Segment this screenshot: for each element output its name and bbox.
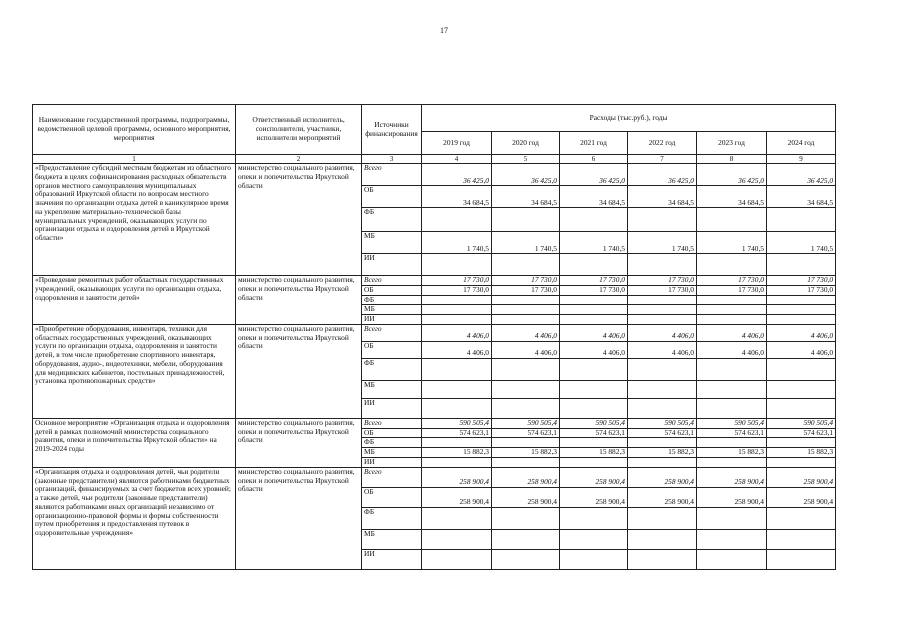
expense-value (697, 507, 767, 529)
expense-value (628, 549, 697, 569)
funding-source: ОБ (362, 487, 422, 507)
responsible-executor: министерство социального развития, опеки и попечительства Иркутской области (236, 418, 362, 467)
expense-value (767, 398, 836, 418)
expense-value: 590 505,4 (767, 418, 836, 428)
expense-value (560, 438, 628, 448)
expense-value (628, 529, 697, 549)
column-number: 5 (492, 155, 560, 164)
expense-value (628, 380, 697, 398)
expense-value: 574 623,1 (697, 428, 767, 438)
expense-value: 34 684,5 (628, 186, 697, 208)
expense-value (697, 208, 767, 232)
expense-value: 590 505,4 (422, 418, 492, 428)
expense-value (628, 295, 697, 305)
expense-value: 574 623,1 (628, 428, 697, 438)
expense-value (492, 507, 560, 529)
funding-source: ИИ (362, 315, 422, 325)
expense-value: 36 425,0 (560, 164, 628, 186)
expense-value: 4 406,0 (767, 324, 836, 341)
expense-value: 4 406,0 (492, 341, 560, 358)
expense-value: 590 505,4 (560, 418, 628, 428)
funding-source: ИИ (362, 254, 422, 276)
funding-source: ФБ (362, 208, 422, 232)
expense-value (422, 438, 492, 448)
responsible-executor: министерство социального развития, опеки и попечительства Иркутской области (236, 467, 362, 569)
expense-value: 15 882,3 (560, 448, 628, 458)
expense-value (628, 507, 697, 529)
expense-value (767, 295, 836, 305)
header-expenses: Расходы (тыс.руб.), годы (422, 105, 836, 132)
expense-value: 4 406,0 (767, 341, 836, 358)
expense-value (560, 305, 628, 315)
expense-value (492, 458, 560, 468)
expense-value (492, 438, 560, 448)
expense-value (628, 208, 697, 232)
expense-value: 34 684,5 (767, 186, 836, 208)
expense-value: 17 730,0 (560, 276, 628, 286)
expense-value (560, 295, 628, 305)
expense-value: 17 730,0 (767, 276, 836, 286)
expense-value: 4 406,0 (628, 341, 697, 358)
expense-value (628, 398, 697, 418)
expense-value: 17 730,0 (422, 276, 492, 286)
expense-value (422, 507, 492, 529)
measure-description: «Проведение ремонтных работ областных государственных учреждений, оказывающих услуги по организации отдыха, оздоровления и занятости детей» (33, 276, 236, 325)
header-year: 2020 год (492, 132, 560, 155)
expense-value (422, 529, 492, 549)
header-year: 2022 год (628, 132, 697, 155)
expense-value (767, 458, 836, 468)
expense-value: 36 425,0 (767, 164, 836, 186)
expense-value: 15 882,3 (492, 448, 560, 458)
expense-value (422, 295, 492, 305)
expense-value (492, 208, 560, 232)
column-number: 9 (767, 155, 836, 164)
table-row (33, 164, 836, 186)
expense-value (492, 549, 560, 569)
expense-value: 258 900,4 (492, 487, 560, 507)
expense-value: 1 740,5 (628, 232, 697, 254)
funding-source: ФБ (362, 507, 422, 529)
funding-source: ОБ (362, 428, 422, 438)
expense-value (628, 358, 697, 380)
expense-value (422, 458, 492, 468)
expense-value (767, 254, 836, 276)
expense-value: 17 730,0 (767, 285, 836, 295)
expense-value (560, 380, 628, 398)
column-number: 1 (33, 155, 236, 164)
funding-source: ИИ (362, 398, 422, 418)
expense-value: 1 740,5 (560, 232, 628, 254)
expense-value (422, 315, 492, 325)
funding-source: ОБ (362, 285, 422, 295)
expense-value (767, 358, 836, 380)
funding-source: МБ (362, 448, 422, 458)
expense-value (492, 398, 560, 418)
expense-value: 574 623,1 (422, 428, 492, 438)
expense-value: 590 505,4 (628, 418, 697, 428)
expense-value (697, 549, 767, 569)
expense-value: 574 623,1 (492, 428, 560, 438)
page-number: 17 (440, 26, 448, 35)
column-number: 7 (628, 155, 697, 164)
expense-value (422, 398, 492, 418)
expense-value (697, 295, 767, 305)
funding-source: МБ (362, 305, 422, 315)
expense-value (492, 529, 560, 549)
expense-value (767, 305, 836, 315)
expense-value (697, 315, 767, 325)
table-row (33, 467, 836, 487)
expense-value: 17 730,0 (628, 285, 697, 295)
measure-description: «Организация отдыха и оздоровления детей, чьи родители (законные представители) являются работниками бюджетных организаций, финансируемых за счет бюджетов всех уровней; а также детей, чьи родители (законные представители) являются работниками иных организаций независимо от организационно-правовой формы и формы собственности путем приобретения и предоставления путевок в оздоровительные учреждения» (33, 467, 236, 569)
expense-value: 258 900,4 (697, 487, 767, 507)
funding-source: Всего (362, 467, 422, 487)
expense-value: 1 740,5 (767, 232, 836, 254)
funding-source: ФБ (362, 438, 422, 448)
funding-source: ИИ (362, 549, 422, 569)
expense-value (697, 380, 767, 398)
expense-value: 36 425,0 (628, 164, 697, 186)
expense-value: 258 900,4 (697, 467, 767, 487)
expense-value (422, 208, 492, 232)
table-body (33, 164, 836, 570)
funding-source: ФБ (362, 358, 422, 380)
funding-source: Всего (362, 164, 422, 186)
expenditure-table (32, 104, 836, 570)
expense-value: 17 730,0 (697, 276, 767, 286)
expense-value: 34 684,5 (422, 186, 492, 208)
funding-source: Всего (362, 324, 422, 341)
expense-value (492, 380, 560, 398)
expense-value: 4 406,0 (492, 324, 560, 341)
expense-value: 34 684,5 (492, 186, 560, 208)
expense-value (560, 315, 628, 325)
column-number: 6 (560, 155, 628, 164)
expense-value (628, 254, 697, 276)
funding-source: ОБ (362, 186, 422, 208)
expense-value: 258 900,4 (560, 467, 628, 487)
responsible-executor: министерство социального развития, опеки и попечительства Иркутской области (236, 324, 362, 418)
expense-value (628, 438, 697, 448)
expense-value (767, 529, 836, 549)
table-row (33, 324, 836, 341)
expense-value: 1 740,5 (697, 232, 767, 254)
expense-value: 15 882,3 (628, 448, 697, 458)
expense-value: 17 730,0 (492, 285, 560, 295)
expense-value: 258 900,4 (767, 487, 836, 507)
expense-value (422, 254, 492, 276)
expense-value: 4 406,0 (697, 341, 767, 358)
expense-value (560, 507, 628, 529)
header-year: 2023 год (697, 132, 767, 155)
expense-value (767, 507, 836, 529)
expense-value (422, 305, 492, 315)
expense-value: 4 406,0 (697, 324, 767, 341)
expense-value (422, 380, 492, 398)
expense-value (560, 358, 628, 380)
column-number: 3 (362, 155, 422, 164)
expense-value (492, 358, 560, 380)
funding-source: ИИ (362, 458, 422, 468)
expense-value (560, 529, 628, 549)
expense-value (492, 295, 560, 305)
expense-value (560, 208, 628, 232)
expense-value: 34 684,5 (560, 186, 628, 208)
expense-value (767, 315, 836, 325)
expense-value (697, 305, 767, 315)
expense-value: 4 406,0 (422, 324, 492, 341)
expense-value (492, 315, 560, 325)
expense-value: 15 882,3 (697, 448, 767, 458)
expense-value: 36 425,0 (697, 164, 767, 186)
expense-value (767, 549, 836, 569)
expense-value (767, 208, 836, 232)
table-row (33, 276, 836, 286)
expense-value: 258 900,4 (560, 487, 628, 507)
measure-description: Основное мероприятие «Организация отдыха и оздоровления детей в рамках полномочий министерства социального развития, опеки и попечительства Иркутской области» на 2019-2024 годы (33, 418, 236, 467)
funding-source: Всего (362, 276, 422, 286)
expense-value: 17 730,0 (560, 285, 628, 295)
expense-value (422, 358, 492, 380)
header-funding-sources: Источники финансирования (362, 105, 422, 155)
expense-value: 258 900,4 (767, 467, 836, 487)
expense-value: 17 730,0 (422, 285, 492, 295)
responsible-executor: министерство социального развития, опеки и попечительства Иркутской области (236, 276, 362, 325)
expense-value (697, 254, 767, 276)
expense-value (422, 549, 492, 569)
expense-value: 15 882,3 (422, 448, 492, 458)
header-program-name: Наименование государственной программы, подпрограммы, ведомственной целевой программы, основного мероприятия, мероприятия (33, 105, 236, 155)
expense-value (560, 458, 628, 468)
expense-value: 17 730,0 (628, 276, 697, 286)
funding-source: ФБ (362, 295, 422, 305)
expense-value: 4 406,0 (560, 341, 628, 358)
expense-value (560, 549, 628, 569)
expense-value: 4 406,0 (560, 324, 628, 341)
funding-source: МБ (362, 380, 422, 398)
table-row (33, 418, 836, 428)
column-number: 8 (697, 155, 767, 164)
expense-value (767, 380, 836, 398)
expense-value: 17 730,0 (697, 285, 767, 295)
expense-value: 590 505,4 (697, 418, 767, 428)
expense-value: 258 900,4 (628, 467, 697, 487)
column-number: 4 (422, 155, 492, 164)
funding-source: ОБ (362, 341, 422, 358)
expense-value (628, 458, 697, 468)
expense-value (697, 458, 767, 468)
measure-description: «Предоставление субсидий местным бюджетам из областного бюджета в целях софинансирования расходных обязательств органов местного самоуправления муниципальных образований Иркутской области по вопросам местного значения по организации отдыха детей в каникулярное время на укрепление материально-технической базы муниципальных учреждений, оказывающих услуги по организации отдыха и оздоровления детей в Иркутской области» (33, 164, 236, 276)
header-responsible: Ответственный исполнитель, соисполнители, участники, исполнители мероприятий (236, 105, 362, 155)
expense-value: 15 882,3 (767, 448, 836, 458)
expense-value (492, 254, 560, 276)
expense-value (492, 305, 560, 315)
expense-value (697, 529, 767, 549)
expense-value: 1 740,5 (492, 232, 560, 254)
expense-value: 574 623,1 (560, 428, 628, 438)
expense-value (697, 438, 767, 448)
expense-value: 17 730,0 (492, 276, 560, 286)
expense-value: 258 900,4 (422, 467, 492, 487)
expense-value: 36 425,0 (492, 164, 560, 186)
expense-value: 4 406,0 (628, 324, 697, 341)
expense-value (697, 358, 767, 380)
expense-value (560, 254, 628, 276)
expense-value: 258 900,4 (628, 487, 697, 507)
expense-value (697, 398, 767, 418)
column-number: 2 (236, 155, 362, 164)
header-year: 2019 год (422, 132, 492, 155)
funding-source: МБ (362, 529, 422, 549)
expense-value (628, 305, 697, 315)
expense-value: 4 406,0 (422, 341, 492, 358)
expense-value (628, 315, 697, 325)
expense-value: 1 740,5 (422, 232, 492, 254)
measure-description: «Приобретение оборудования, инвентаря, техники для областных государственных учреждений, оказывающих услуги по организации отдыха, оздоровления и занятости детей, в том числе приобретение спортивного инвентаря, оборудования, аудио-, видеотехники, мебели, оборудования для медицинских кабинетов, постельных принадлежностей, установка противопожарных средств» (33, 324, 236, 418)
expense-value: 574 623,1 (767, 428, 836, 438)
expense-value: 34 684,5 (697, 186, 767, 208)
header-year: 2021 год (560, 132, 628, 155)
expense-value: 258 900,4 (422, 487, 492, 507)
funding-source: Всего (362, 418, 422, 428)
expense-value: 36 425,0 (422, 164, 492, 186)
expense-value (560, 398, 628, 418)
funding-source: МБ (362, 232, 422, 254)
expense-value (767, 438, 836, 448)
header-year: 2024 год (767, 132, 836, 155)
expense-value: 258 900,4 (492, 467, 560, 487)
responsible-executor: министерство социального развития, опеки и попечительства Иркутской области (236, 164, 362, 276)
expense-value: 590 505,4 (492, 418, 560, 428)
